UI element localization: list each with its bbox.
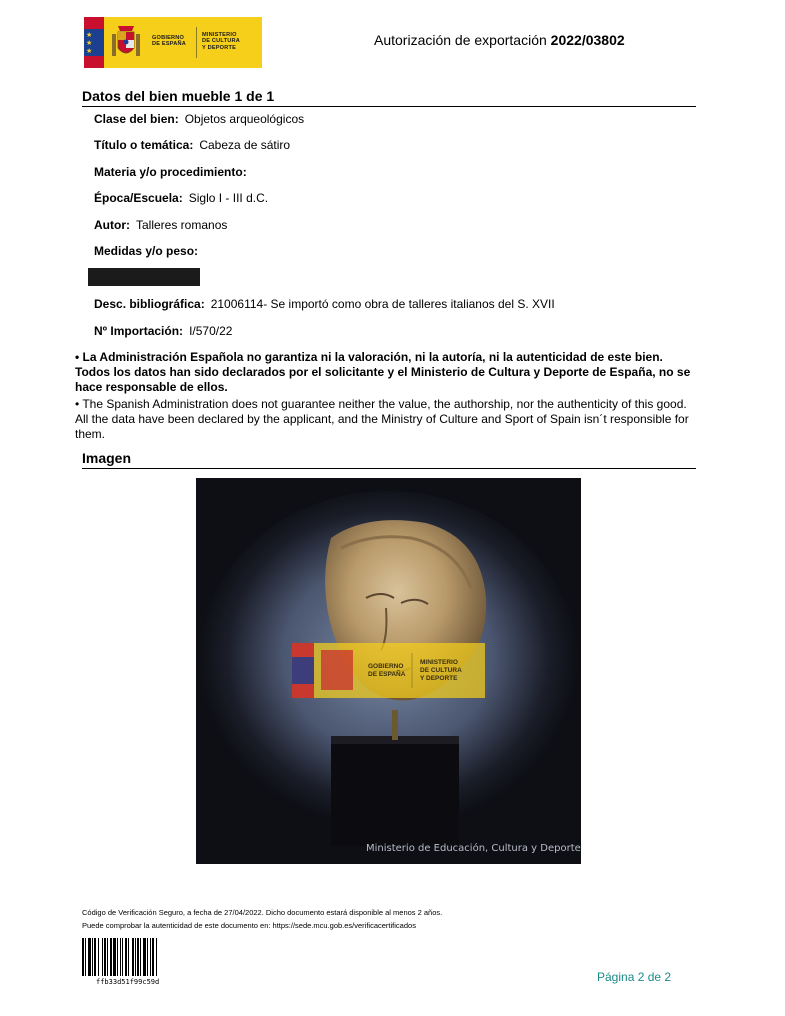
barcode-bar [122,938,123,976]
ministry-line: MINISTERIO [202,32,237,38]
field-epoca [94,191,268,205]
barcode-bar [110,938,112,976]
field-value: Objetos arqueológicos [184,112,305,126]
barcode-bar [152,938,154,976]
ministry-text [202,32,240,51]
field-label: Clase del bien: [94,112,179,126]
flag-stripe [84,17,104,68]
barcode-icon [82,938,202,976]
photo-credit: Ministerio de Educación, Cultura y Deporte [366,843,581,854]
barcode-bar [137,938,139,976]
section-title: Datos del bien mueble 1 de 1 [82,88,275,104]
barcode-bar [98,938,99,976]
field-label: Nº Importación: [94,324,184,338]
barcode-bar [85,938,86,976]
barcode-text: ffb33d51f99c59d [96,978,160,986]
field-value: 21006114- Se importó como obra de talleres italianos del S. XVII [210,297,555,311]
coat-of-arms-icon [110,22,142,62]
logo-divider [196,27,197,58]
watermark-text: Y DEPORTE [420,675,458,682]
star-icon: ★ [86,48,93,55]
disclaimer-spanish: • La Administración Española no garantiza ni la valoración, ni la autoría, ni la autenticidad de este bien. Todos los datos han sido declarados por el solicitante y el Ministerio de Cultura y Deporte de España, no se hace responsable de ellos. [75,350,691,394]
barcode-bar [94,938,96,976]
field-autor [94,218,227,232]
artwork-photo [196,478,581,864]
barcode-bar [107,938,108,976]
field-label: Época/Escuela: [94,191,183,205]
export-title [374,32,625,48]
barcode-bar [140,938,141,976]
disclaimer-english: • The Spanish Administration does not guarantee neither the value, the authorship, nor the authenticity of this good. All the data have been declared by the applicant, and the Ministry of Culture and Sport of Spain isn´t responsible for them. [75,397,689,441]
watermark-text: DE ESPAÑA [368,671,406,678]
ministry-line: DE CULTURA [202,38,240,45]
logo-line: DE ESPAÑA [152,41,187,48]
star-icon: ★ [86,40,93,47]
field-label: Desc. bibliográfica: [94,297,205,311]
redacted-block [88,268,200,286]
barcode-bar [156,938,157,976]
barcode-bar [132,938,134,976]
field-clase [94,112,304,126]
section-title: Imagen [82,450,132,466]
field-label: Título o temática: [94,138,194,152]
field-materia [94,165,253,179]
gobierno-text [152,35,186,48]
barcode-bar [117,938,118,976]
ministry-line: Y DEPORTE [202,44,237,51]
barcode-bar [143,938,146,976]
field-value: I/570/22 [189,324,233,338]
barcode-bar [82,938,84,976]
satyr-head-image [196,478,581,864]
barcode-bar [120,938,121,976]
barcode-bar [113,938,116,976]
authenticity-note: Puede comprobar la autenticidad de este documento en: https://sede.mcu.gob.es/verificacertificados [82,921,416,930]
barcode-bar [88,938,91,976]
barcode-bar [125,938,127,976]
barcode-bar [128,938,129,976]
gobierno-logo [84,17,262,68]
section-divider [82,468,696,469]
field-bibliografica [94,297,555,311]
export-label: Autorización de exportación [374,32,547,48]
section-divider [82,106,696,107]
watermark-text: MINISTERIO [420,659,458,666]
field-label: Medidas y/o peso: [94,244,199,258]
field-importacion [94,324,232,338]
export-number: 2022/03802 [550,32,625,48]
field-label: Materia y/o procedimiento: [94,165,247,179]
watermark-text: GOBIERNO [368,663,404,670]
verification-note: Código de Verificación Seguro, a fecha de 27/04/2022. Dicho documento estará disponible al menos 2 años. [82,908,443,917]
field-value: Siglo I - III d.C. [188,191,269,205]
field-label: Autor: [94,218,130,232]
field-value: Cabeza de sátiro [199,138,291,152]
logo-line: GOBIERNO [152,35,185,41]
field-medidas [94,244,204,258]
barcode-bar [102,938,103,976]
barcode-bar [92,938,93,976]
watermark-text: DE CULTURA [420,667,462,674]
page-number: Página 2 de 2 [597,970,672,984]
barcode-bar [147,938,148,976]
barcode-bar [135,938,136,976]
field-titulo [94,138,290,152]
barcode-bar [150,938,151,976]
field-value: Talleres romanos [136,218,228,232]
star-icon: ★ [86,32,93,39]
barcode-bar [104,938,106,976]
